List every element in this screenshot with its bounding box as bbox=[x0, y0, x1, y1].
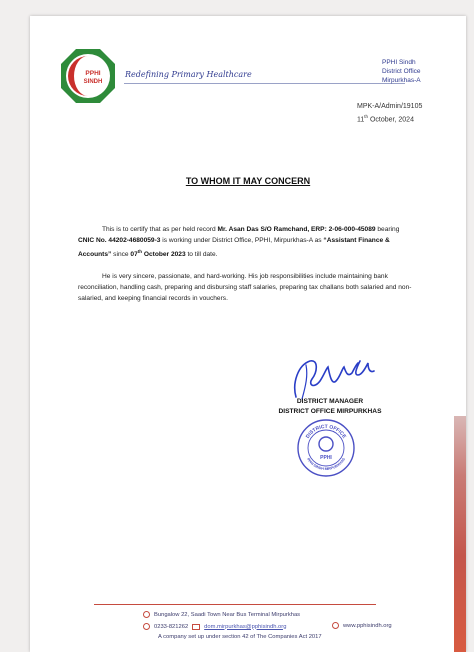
website-link[interactable]: www.pphisindh.org bbox=[343, 622, 392, 629]
org-line-3: Mirpurkhas-A bbox=[382, 77, 421, 84]
start-date: 07th October 2023 bbox=[130, 249, 186, 259]
reference-number: MPK-A/Admin/19105 bbox=[357, 103, 423, 110]
logo-text-bottom: SINDH bbox=[83, 79, 103, 85]
responsibilities-paragraph: He is very sincere, passionate, and hard-working. His job responsibilities include maintaining bank reconciliation, handling cash, preparing and disbursing staff salaries, preparing tax challans both salaried and non-salaried, and keeping financial records in vouchers. bbox=[78, 273, 412, 302]
org-address-block bbox=[382, 58, 421, 85]
letter-page bbox=[30, 16, 466, 652]
letter-heading: TO WHOM IT MAY CONCERN bbox=[185, 176, 311, 186]
org-line-2: District Office bbox=[382, 68, 421, 75]
footer-divider bbox=[94, 604, 376, 605]
phone-icon bbox=[143, 623, 150, 630]
signatory-office: DISTRICT OFFICE MIRPURKHAS bbox=[278, 408, 382, 415]
pphi-sindh-logo bbox=[59, 47, 117, 105]
employee-cnic: CNIC No. 44202-4680059-3 bbox=[78, 237, 161, 244]
stamp-text-top: DISTRICT OFFICE bbox=[304, 423, 348, 440]
employee-name: Mr. Asan Das S/O Ramchand, ERP: 2-06-000-45089 bbox=[217, 226, 376, 233]
location-icon bbox=[143, 611, 150, 618]
footer-company-note: A company set up under section 42 of The Companies Act 2017 bbox=[158, 634, 322, 640]
office-stamp bbox=[296, 418, 356, 478]
logo-text-top: PPHI bbox=[85, 70, 101, 77]
certification-paragraph: This is to certify that as per held record Mr. Asan Das S/O Ramchand, ERP: 2-06-000-45089 bearing CNIC No. 44202-4680059-3 is working under District Office, PPHI, Mirpurkhas-A as “Assistant Finance & Accounts” since 07th October 2023 to till date. bbox=[78, 226, 400, 259]
signatory-title: DISTRICT MANAGER bbox=[296, 398, 364, 405]
footer-website bbox=[332, 622, 392, 629]
decorative-side-strip bbox=[454, 416, 466, 652]
letter-date: 11th October, 2024 bbox=[357, 114, 414, 124]
handwritten-signature bbox=[288, 355, 380, 403]
footer-contact: 0233-821262 dom.mirpurkhas@pphisindh.org bbox=[143, 623, 286, 630]
stamp-text-center: PPHI bbox=[320, 455, 332, 461]
footer-address: Bungalow 22, Saadi Town Near Bus Terminal Mirpurkhas bbox=[143, 611, 300, 618]
employee-post: “Assistant Finance & Accounts” bbox=[78, 237, 390, 259]
email-icon bbox=[192, 624, 200, 630]
org-line-1: PPHI Sindh bbox=[382, 59, 416, 66]
header-divider bbox=[124, 83, 405, 84]
tagline: Redefining Primary Healthcare bbox=[125, 70, 252, 79]
globe-icon bbox=[332, 622, 339, 629]
stamp-text-bottom: PPHI SINDH MIRPURKHAS bbox=[305, 457, 347, 472]
footer-email-link[interactable]: dom.mirpurkhas@pphisindh.org bbox=[204, 623, 287, 630]
